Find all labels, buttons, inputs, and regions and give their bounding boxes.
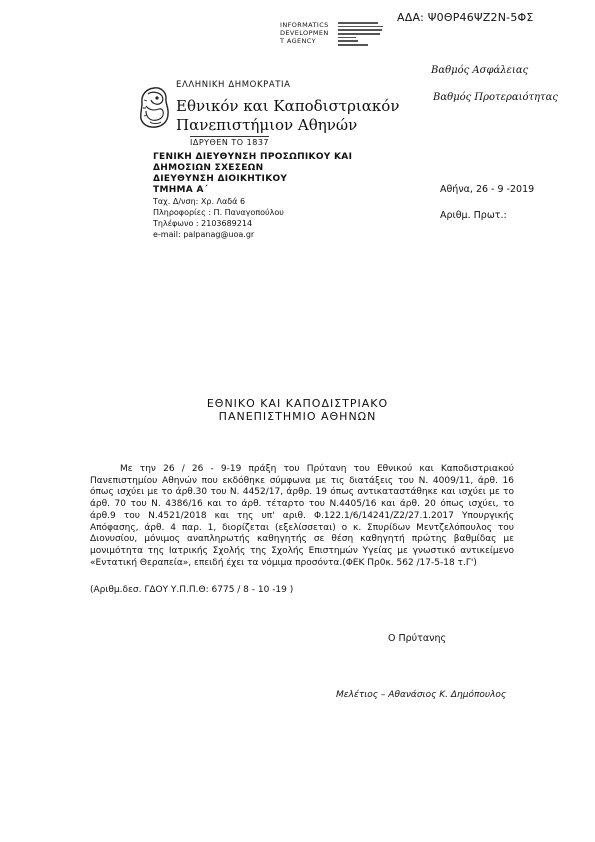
ida-line-3: T AGENCY (280, 37, 316, 45)
contact-address: Ταχ. Δ/νση: Χρ. Λαδά 6 (153, 197, 246, 206)
signatory-title: Ο Πρύτανης (388, 633, 447, 644)
date-label: Αθήνα, 26 - 9 -2019 (440, 184, 535, 195)
ada-code: ΑΔΑ: Ψ0ΘΡ46ΨΖ2Ν-5ΦΣ (397, 11, 534, 24)
athena-logo-icon (138, 86, 171, 129)
founded-label: ΙΔΡΥΘΕΝ ΤΟ 1837 (190, 138, 270, 147)
ida-line-1: INFORMATICS (280, 21, 329, 29)
reference-number: (Αριθμ.δεσ. ΓΔΟΥ Υ.Π.Π.Θ: 6775 / 8 - 10 -19 ) (90, 585, 294, 595)
ida-line-2: DEVELOPMEN (280, 29, 329, 37)
ida-fine-print (338, 22, 383, 48)
priority-level-label: Βαθμός Προτεραιότητας (433, 92, 558, 103)
signatory-name: Μελέτιος – Αθανάσιος Κ. Δημόπουλος (336, 690, 507, 700)
decision-paragraph: Με την 26 / 26 - 9-19 πράξη του Πρύτανη του Εθνικού και Καποδιστριακού Πανεπιστημίου Αθηνών που εκδόθηκε σύμφωνα με τις διατάξεις του Ν. 4009/11, άρθ. 16 όπως ισχύει με το άρθ.30 του Ν. 4452/17, άρθρ. 19 όπως αντικαταστάθηκε και ισχύει με το άρθ. 70 του Ν. 4386/16 και το άρθ. τέταρτο του Ν.4405/16 και άρθ. 20 όπως ισχύει, το άρθ.9 του Ν.4521/2018 και της υπ' αριθ. Φ.122.1/6/14241/Ζ2/27.1.2017 Υπουργικής Απόφασης, άρθ. 4 παρ. 1, διορίζεται (εξελίσσεται) ο κ. Σπυρίδων Μεντζελόπουλος του Διονυσίου, μόνιμος αναπληρωτής καθηγητής σε θέση καθηγητή πρώτης βαθμίδας με μονιμότητα της Ιατρικής Σχολής της Σχολής Επιστημών Υγείας με γνωστικό αντικείμενο «Εντατική Θεραπεία», επειδή έχει τα νόμιμα προσόντα.(ΦΕΚ Πρ0κ. 562 /17-5-18 τ.Γ') (90, 464, 514, 568)
ida-label (280, 21, 329, 45)
contact-info: Πληροφορίες : Π. Παναγοπούλου (153, 208, 284, 217)
department-line-4: ΤΜΗΜΑ Α΄ (153, 185, 209, 195)
contact-phone: Τηλέφωνο : 2103689214 (153, 219, 253, 228)
security-level-label: Βαθμός Ασφάλειας (431, 65, 529, 76)
department-line-1: ΓΕΝΙΚΗ ΔΙΕΥΘΥΝΣΗ ΠΡΟΣΩΠΙΚΟΥ ΚΑΙ (153, 152, 353, 162)
ida-watermark (280, 21, 380, 51)
document-title-line-2: ΠΑΝΕΠΙΣΤΗΜΙΟ ΑΘΗΝΩΝ (218, 410, 377, 423)
protocol-number-label: Αριθμ. Πρωτ.: (440, 210, 507, 221)
department-line-3: ΔΙΕΥΘΥΝΣΗ ΔΙΟΙΚΗΤΙΚΟΥ (153, 174, 288, 184)
university-name-line-2: Πανεπιστήμιον Αθηνών (176, 116, 358, 134)
document-title-line-1: ΕΘΝΙΚΟ ΚΑΙ ΚΑΠΟΔΙΣΤΡΙΑΚΟ (206, 397, 389, 410)
republic-label: ΕΛΛΗΝΙΚΗ ΔΗΜΟΚΡΑΤΙΑ (176, 80, 291, 90)
department-line-2: ΔΗΜΟΣΙΩΝ ΣΧΕΣΕΩΝ (153, 163, 264, 173)
university-name-line-1: Εθνικόν και Καποδιστριακόν (176, 97, 400, 115)
contact-email[interactable]: e-mail: palpanag@uoa.gr (153, 230, 255, 239)
